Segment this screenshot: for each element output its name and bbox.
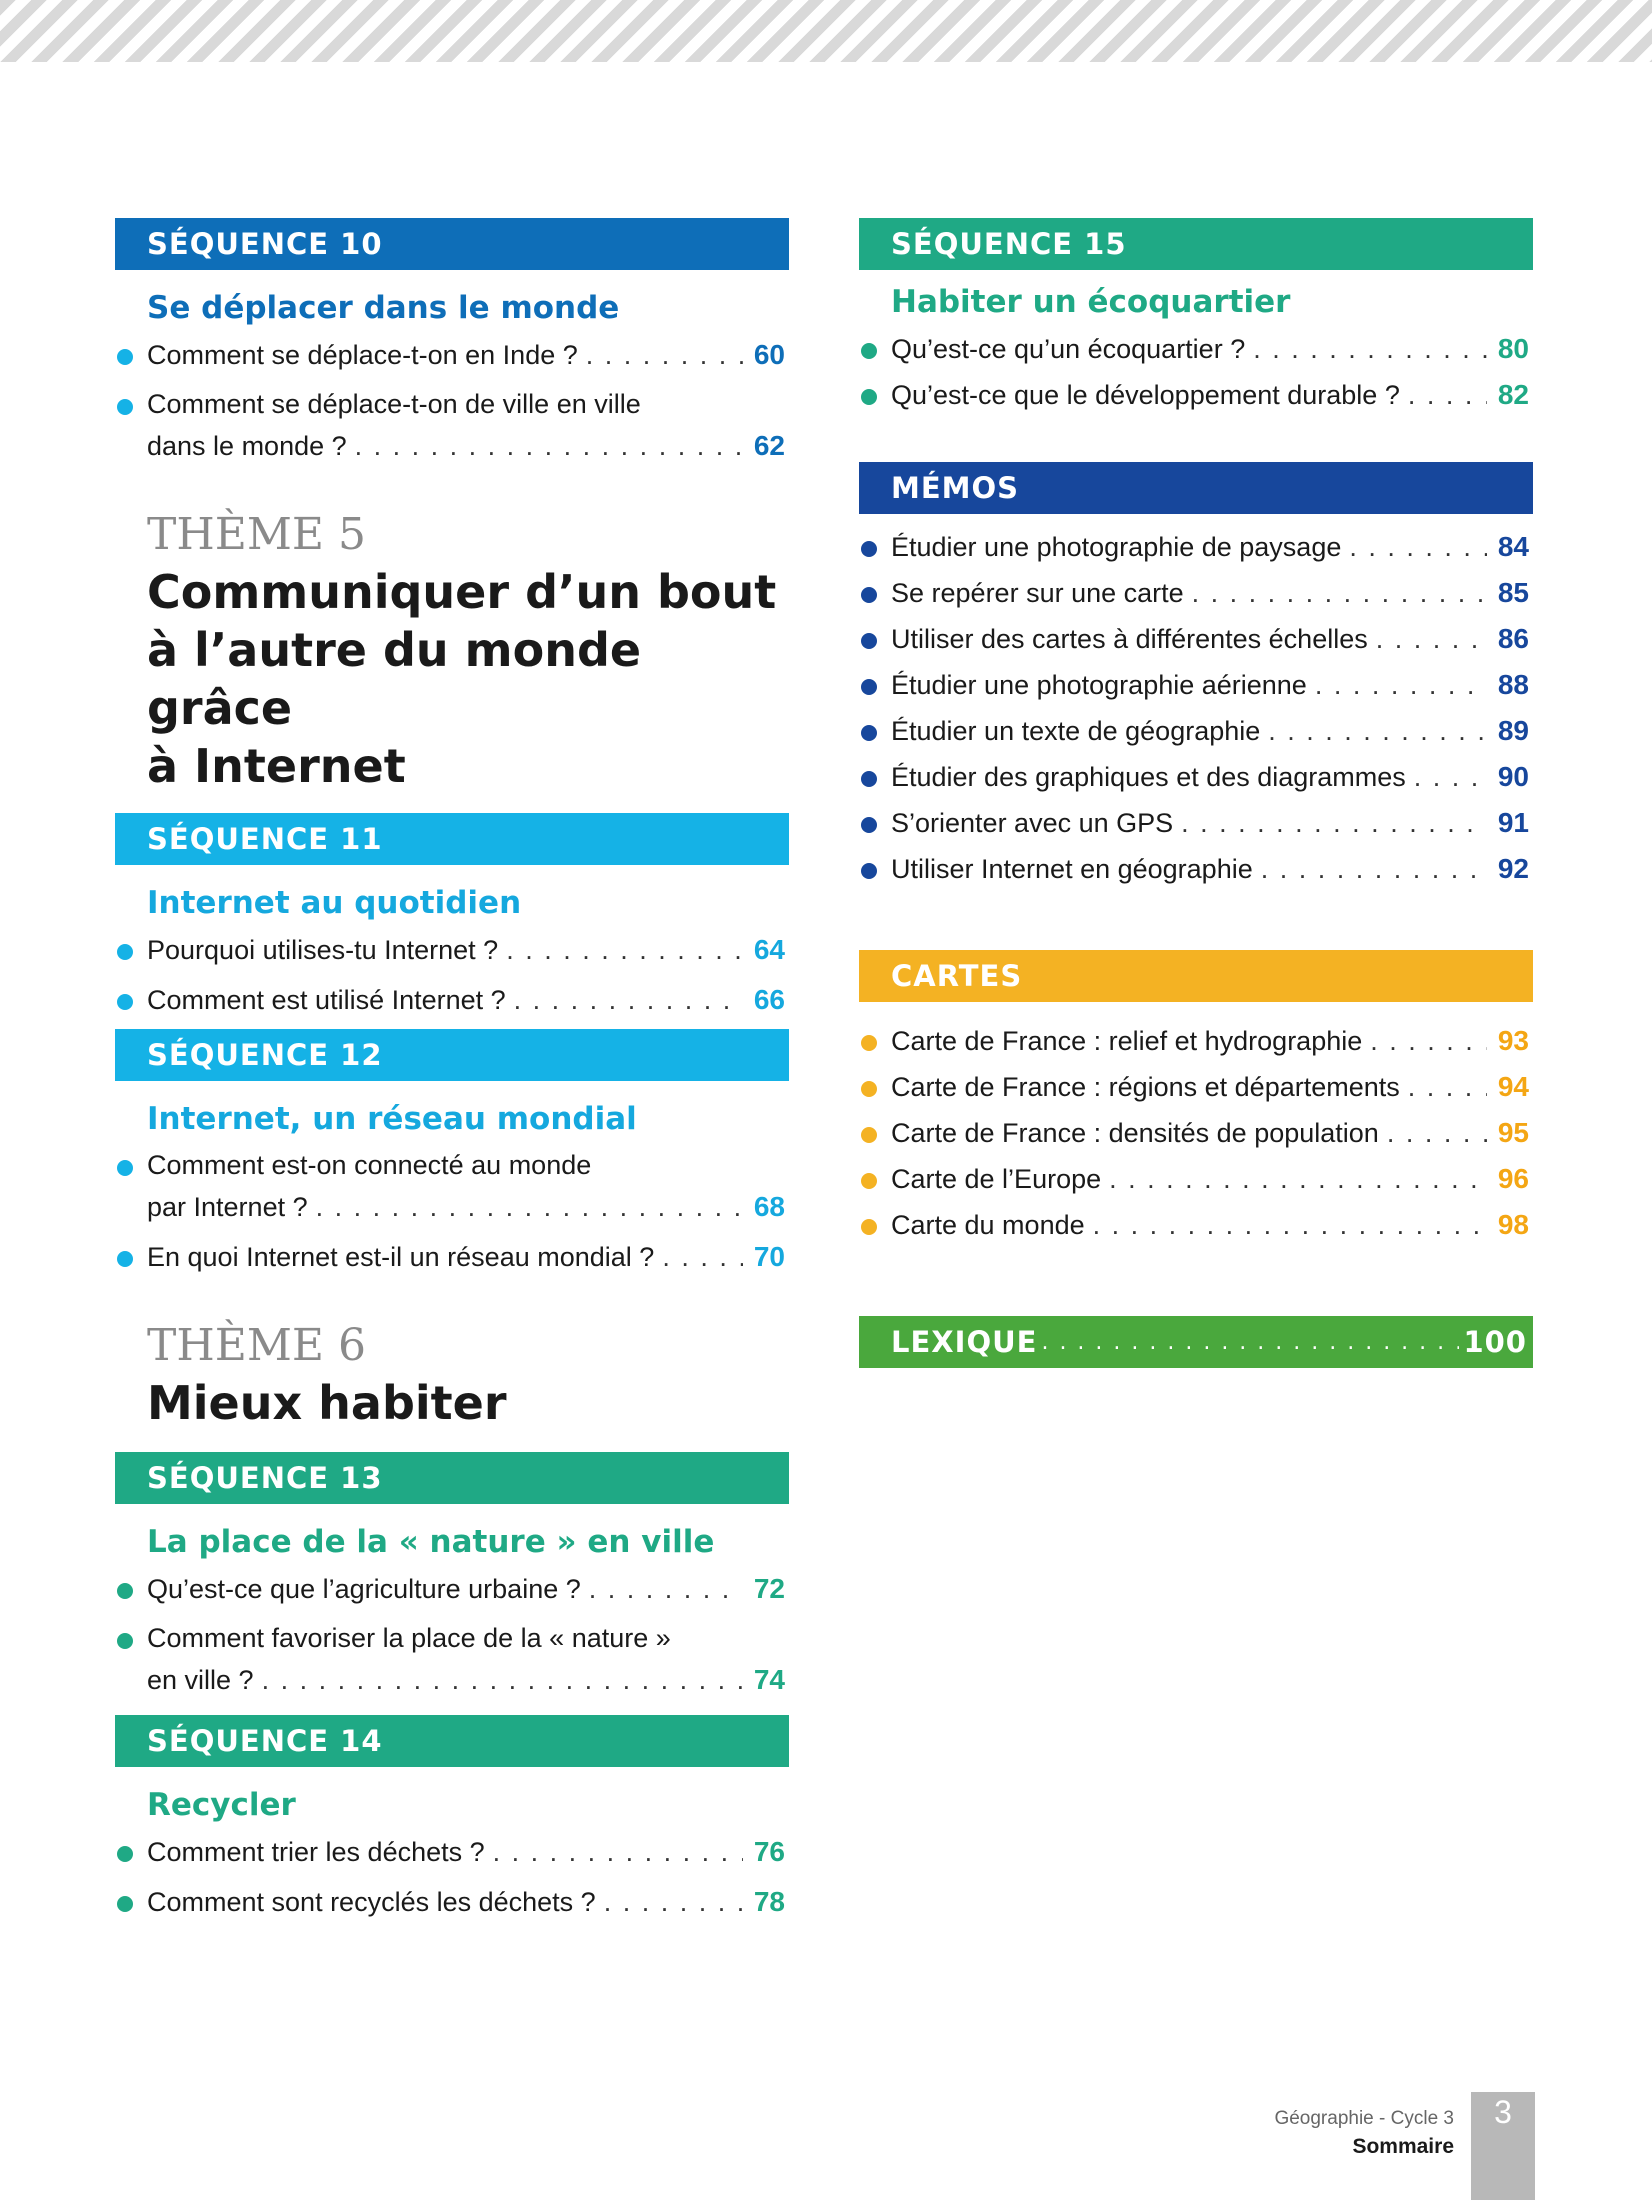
theme-label: THÈME 5: [147, 509, 366, 560]
toc-entry[interactable]: [115, 979, 789, 1021]
bullet-icon: [117, 1160, 133, 1176]
bullet-icon: [861, 771, 877, 787]
sequence-header: SÉQUENCE 10: [115, 218, 789, 270]
entry-text: en ville ?: [147, 1665, 254, 1695]
dot-leader: [589, 1569, 743, 1610]
page-number-tab: [1471, 2092, 1535, 2200]
toc-entry[interactable]: [115, 384, 789, 467]
toc-entry[interactable]: [859, 848, 1533, 890]
entry-page-number: 91: [1497, 807, 1529, 838]
entry-page-number: 85: [1497, 577, 1529, 608]
bullet-icon: [861, 725, 877, 741]
bullet-icon: [861, 679, 877, 695]
sequence-title: La place de la « nature » en ville: [147, 1524, 715, 1560]
toc-entry[interactable]: [859, 802, 1533, 844]
entry-text-line1: Comment favoriser la place de la « nature »: [147, 1623, 671, 1653]
entry-text-line1: Comment est-on connecté au monde: [147, 1150, 592, 1180]
bullet-icon: [861, 389, 877, 405]
dot-leader: [1253, 329, 1487, 370]
sequence-11: [115, 813, 789, 1021]
toc-entry[interactable]: [859, 374, 1533, 416]
toc-entry[interactable]: [115, 1618, 789, 1701]
toc-entry[interactable]: [115, 929, 789, 971]
theme-title-line: à l’autre du monde grâce: [147, 623, 642, 735]
dot-leader: [1349, 527, 1487, 568]
entry-page-number: 90: [1497, 761, 1529, 792]
dot-leader: [355, 426, 743, 467]
entry-text: Comment sont recyclés les déchets ?: [147, 1887, 596, 1917]
lexique-section: [859, 1316, 1533, 1368]
page-number: 3: [1494, 2094, 1512, 2130]
page-footer: [0, 2092, 1652, 2200]
entry-page-number: 72: [753, 1573, 785, 1604]
theme-title-line: Communiquer d’un bout: [147, 565, 777, 619]
theme-title-line: à Internet: [147, 739, 406, 793]
toc-entry[interactable]: [859, 618, 1533, 660]
right-column: [859, 218, 1533, 1368]
entry-page-number: 84: [1497, 531, 1529, 562]
sequence-13: [115, 1452, 789, 1701]
bullet-icon: [117, 1896, 133, 1912]
dot-leader: [262, 1660, 743, 1701]
entry-page-number: 64: [753, 934, 785, 965]
bullet-icon: [861, 1219, 877, 1235]
sequence-15: [859, 218, 1533, 416]
toc-entry[interactable]: [859, 1020, 1533, 1062]
toc-entry[interactable]: [859, 1112, 1533, 1154]
dot-leader: [1414, 757, 1487, 798]
bullet-icon: [117, 1251, 133, 1267]
sequence-title: Internet, un réseau mondial: [147, 1101, 637, 1137]
dot-leader: [1268, 711, 1487, 752]
entry-page-number: 96: [1497, 1163, 1529, 1194]
toc-entry[interactable]: [115, 334, 789, 376]
entry-page-number: 98: [1497, 1209, 1529, 1240]
dot-leader: [604, 1882, 743, 1923]
entry-text: Comment est utilisé Internet ?: [147, 985, 506, 1015]
sequence-header: SÉQUENCE 12: [115, 1029, 789, 1081]
lexique-entry[interactable]: [859, 1316, 1533, 1368]
bullet-icon: [861, 541, 877, 557]
entry-text: Qu’est-ce que l’agriculture urbaine ?: [147, 1574, 581, 1604]
toc-entry[interactable]: [115, 1568, 789, 1610]
dot-leader: [1181, 803, 1487, 844]
toc-entry[interactable]: [859, 710, 1533, 752]
dot-leader: [1315, 665, 1487, 706]
sequence-header: SÉQUENCE 14: [115, 1715, 789, 1767]
sequence-header: SÉQUENCE 15: [859, 218, 1533, 270]
dot-leader: [1376, 619, 1487, 660]
bullet-icon: [117, 399, 133, 415]
entry-page-number: 60: [753, 339, 785, 370]
entry-page-number: 68: [753, 1191, 785, 1222]
bullet-icon: [117, 994, 133, 1010]
toc-entry[interactable]: [859, 1158, 1533, 1200]
entry-text: Carte de France : relief et hydrographie: [891, 1026, 1363, 1056]
toc-entry[interactable]: [859, 328, 1533, 370]
entry-text: Étudier une photographie de paysage: [891, 532, 1342, 562]
dot-leader: [1093, 1205, 1487, 1246]
toc-entry[interactable]: [859, 1204, 1533, 1246]
bullet-icon: [861, 633, 877, 649]
entry-text: Qu’est-ce que le développement durable ?: [891, 380, 1400, 410]
bullet-icon: [861, 863, 877, 879]
sequence-14: [115, 1715, 789, 1923]
entry-text: Carte de France : densités de population: [891, 1118, 1379, 1148]
entry-text: Carte du monde: [891, 1210, 1085, 1240]
entry-page-number: 89: [1497, 715, 1529, 746]
toc-entry[interactable]: [115, 1145, 789, 1228]
sequence-header: SÉQUENCE 13: [115, 1452, 789, 1504]
theme-label: THÈME 6: [147, 1320, 366, 1371]
entry-page-number: 74: [753, 1664, 785, 1695]
sequence-title: Habiter un écoquartier: [891, 284, 1291, 320]
entry-page-number: 92: [1497, 853, 1529, 884]
entry-page-number: 94: [1497, 1071, 1529, 1102]
toc-entry[interactable]: [859, 1066, 1533, 1108]
bullet-icon: [861, 1035, 877, 1051]
toc-entry[interactable]: [859, 664, 1533, 706]
sequence-title: Recycler: [147, 1787, 296, 1823]
dot-leader: [1041, 1330, 1459, 1355]
entry-page-number: 70: [753, 1241, 785, 1272]
entry-text: par Internet ?: [147, 1192, 308, 1222]
bullet-icon: [861, 817, 877, 833]
sequence-header: SÉQUENCE 11: [115, 813, 789, 865]
entry-text: Carte de l’Europe: [891, 1164, 1102, 1194]
entry-page-number: 82: [1497, 379, 1529, 410]
entry-page-number: 86: [1497, 623, 1529, 654]
theme-6: [115, 1318, 789, 1432]
left-column: [115, 218, 789, 1931]
entry-text: Utiliser Internet en géographie: [891, 854, 1253, 884]
bullet-icon: [117, 349, 133, 365]
entry-page-number: 93: [1497, 1025, 1529, 1056]
entry-text: Se repérer sur une carte: [891, 578, 1184, 608]
lexique-label: LEXIQUE: [891, 1325, 1038, 1359]
sequence-12: [115, 1029, 789, 1278]
dot-leader: [1109, 1159, 1487, 1200]
section-header: MÉMOS: [859, 462, 1533, 514]
bullet-icon: [861, 343, 877, 359]
entry-text: Étudier des graphiques et des diagrammes: [891, 762, 1406, 792]
entry-text: Carte de France : régions et départements: [891, 1072, 1400, 1102]
cartes-section: [859, 950, 1533, 1246]
dot-leader: [316, 1187, 743, 1228]
bullet-icon: [861, 1173, 877, 1189]
dot-leader: [493, 1832, 743, 1873]
sequence-title: Se déplacer dans le monde: [147, 290, 620, 326]
entry-page-number: 78: [753, 1886, 785, 1917]
entry-text: dans le monde ?: [147, 431, 347, 461]
section-header: CARTES: [859, 950, 1533, 1002]
sequence-10: [115, 218, 789, 467]
entry-page-number: 76: [753, 1836, 785, 1867]
dot-leader: [1261, 849, 1487, 890]
dot-leader: [514, 980, 743, 1021]
entry-text: Étudier un texte de géographie: [891, 716, 1261, 746]
entry-text: Utiliser des cartes à différentes échelles: [891, 624, 1368, 654]
entry-page-number: 62: [753, 430, 785, 461]
toc-entry[interactable]: [859, 756, 1533, 798]
memos-section: [859, 462, 1533, 890]
entry-text: Étudier une photographie aérienne: [891, 670, 1307, 700]
bullet-icon: [117, 1633, 133, 1649]
entry-text: En quoi Internet est-il un réseau mondial ?: [147, 1242, 655, 1272]
footer-text: [1274, 2106, 1454, 2162]
dot-leader: [1192, 573, 1487, 614]
entry-text: Qu’est-ce qu’un écoquartier ?: [891, 334, 1246, 364]
entry-text: Comment trier les déchets ?: [147, 1837, 485, 1867]
entry-text: S’orienter avec un GPS: [891, 808, 1174, 838]
bullet-icon: [117, 944, 133, 960]
entry-text-line1: Comment se déplace-t-on de ville en ville: [147, 389, 641, 419]
theme-title-line: Mieux habiter: [147, 1376, 507, 1430]
toc-entry[interactable]: [115, 1881, 789, 1923]
dot-leader: [1370, 1021, 1487, 1062]
dot-leader: [1408, 1067, 1487, 1108]
bullet-icon: [861, 1127, 877, 1143]
theme-5: [115, 507, 789, 795]
toc-entry[interactable]: [859, 526, 1533, 568]
bullet-icon: [117, 1846, 133, 1862]
toc-entry[interactable]: [115, 1831, 789, 1873]
toc-entry[interactable]: [115, 1236, 789, 1278]
toc-entry[interactable]: [859, 572, 1533, 614]
bullet-icon: [117, 1583, 133, 1599]
bullet-icon: [861, 1081, 877, 1097]
footer-subject: Géographie - Cycle 3: [1274, 2108, 1454, 2129]
dot-leader: [1408, 375, 1487, 416]
entry-page-number: 88: [1497, 669, 1529, 700]
bullet-icon: [861, 587, 877, 603]
dot-leader: [506, 930, 743, 971]
dot-leader: [1387, 1113, 1487, 1154]
entry-page-number: 80: [1497, 333, 1529, 364]
sequence-title: Internet au quotidien: [147, 885, 522, 921]
entry-text: Pourquoi utilises-tu Internet ?: [147, 935, 499, 965]
top-stripe-band: [0, 0, 1652, 62]
footer-section: Sommaire: [1352, 2135, 1454, 2158]
entry-text: Comment se déplace-t-on en Inde ?: [147, 340, 578, 370]
lexique-page-number: 100: [1463, 1325, 1527, 1359]
dot-leader: [662, 1237, 743, 1278]
entry-page-number: 95: [1497, 1117, 1529, 1148]
dot-leader: [586, 335, 743, 376]
entry-page-number: 66: [753, 984, 785, 1015]
